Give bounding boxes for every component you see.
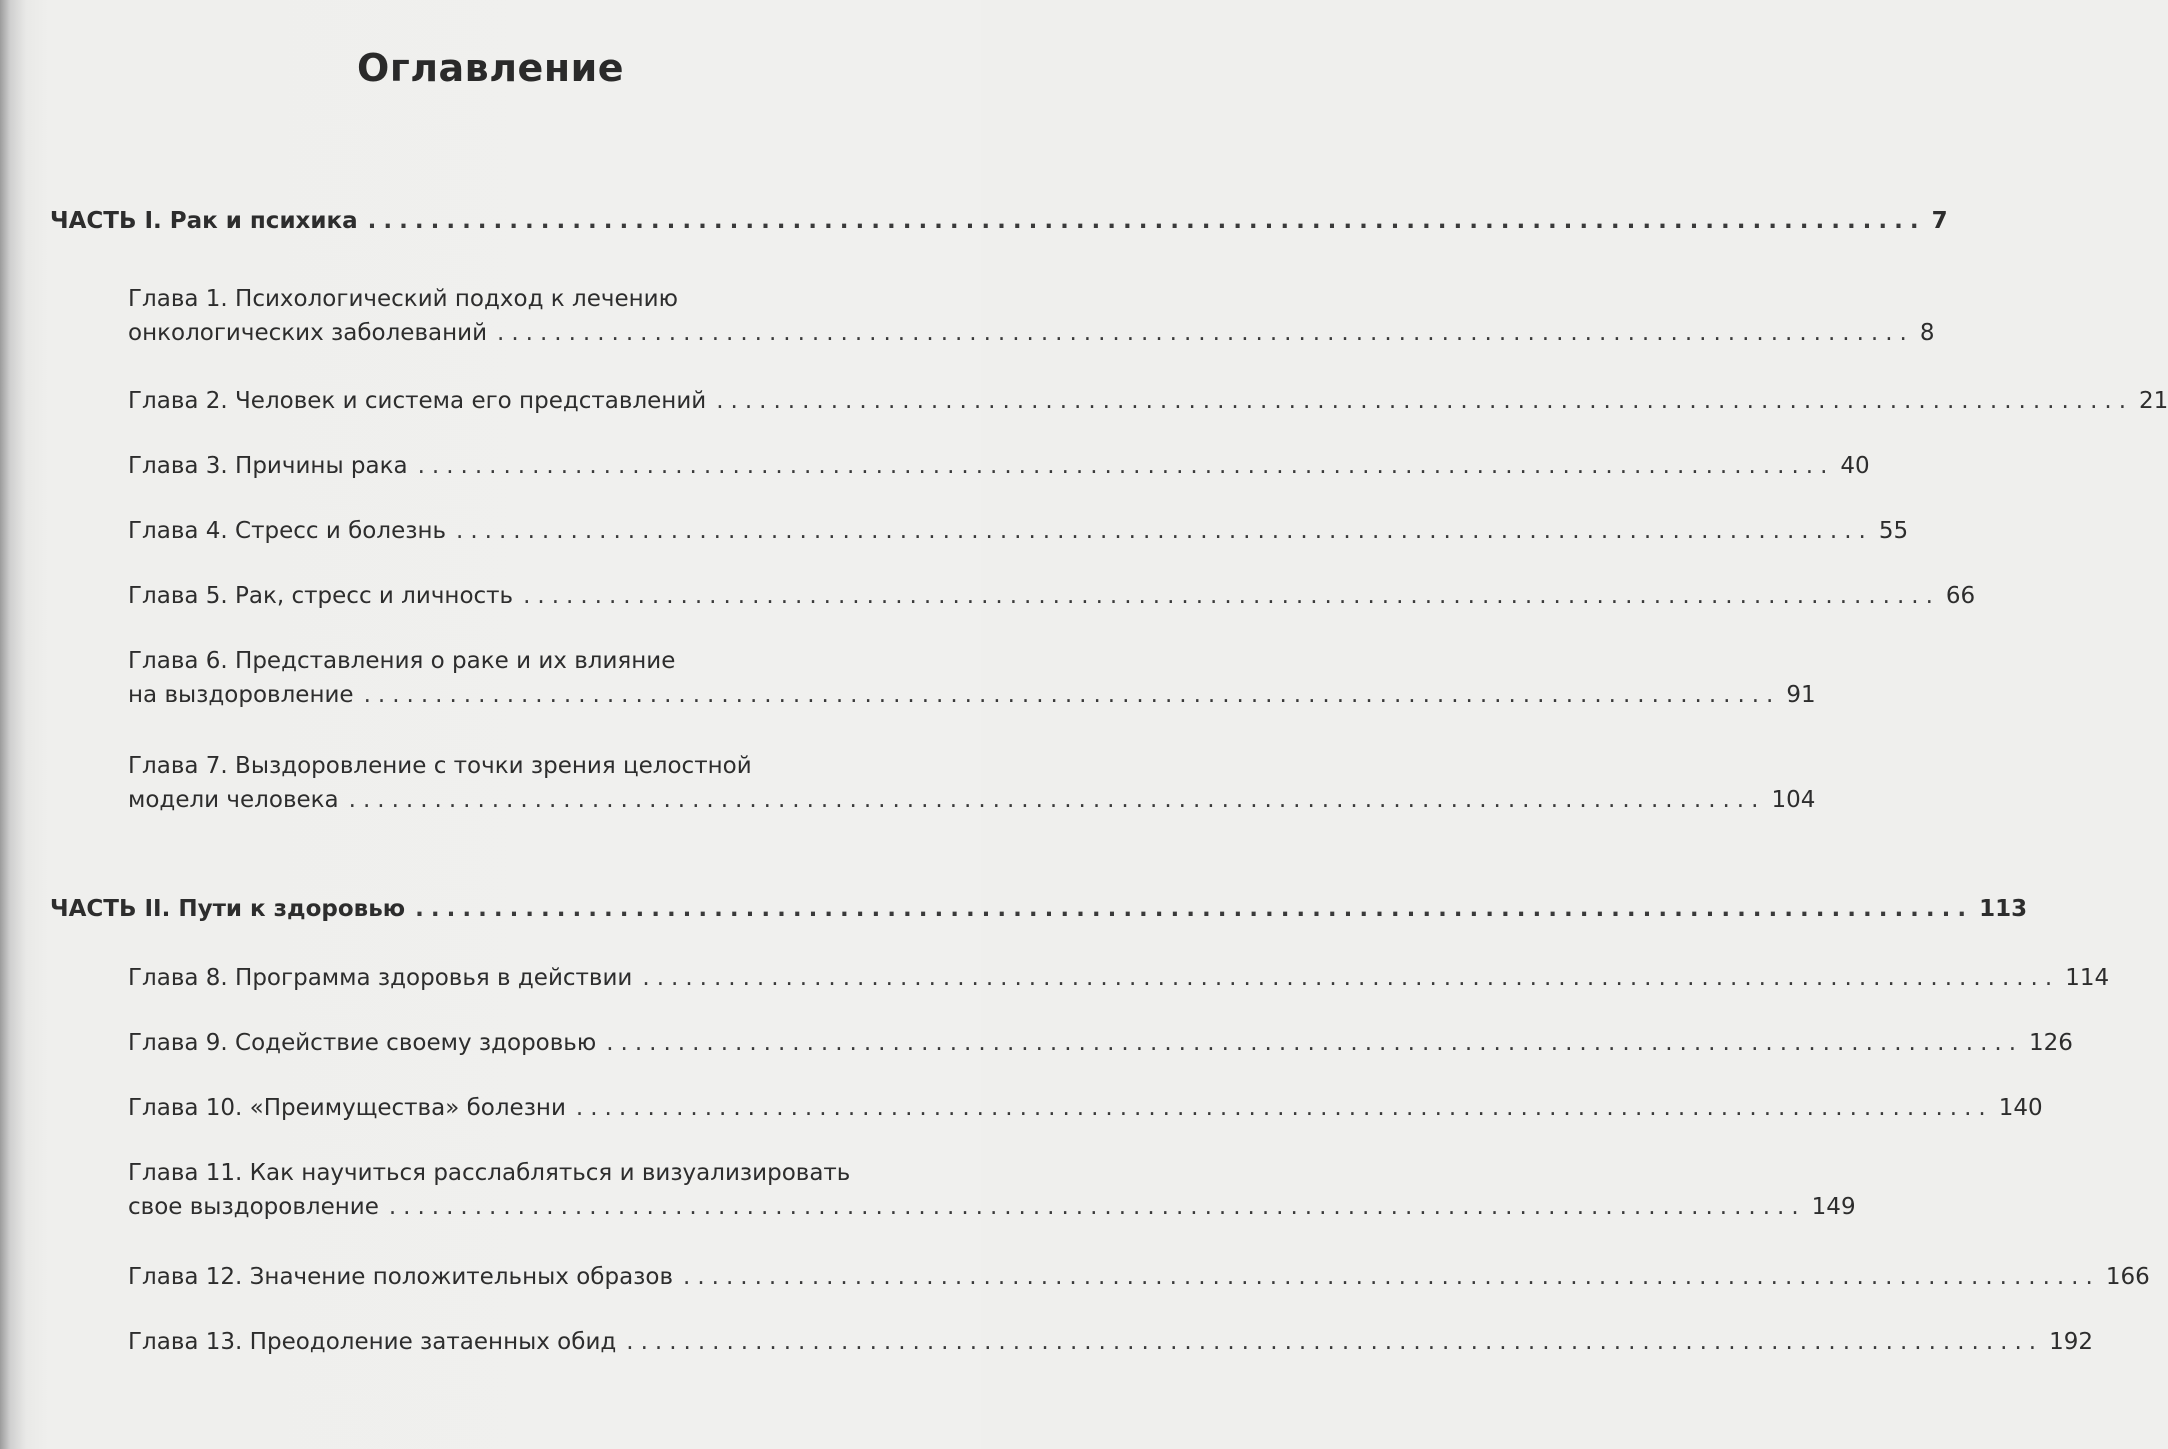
toc-chapter-5 xyxy=(0,579,1976,613)
leader-dots: ................................................................................................... xyxy=(363,682,1781,708)
toc-entry-title-line1: Глава 11. Как научиться расслабляться и визуализировать xyxy=(128,1160,851,1186)
toc-entry-title-line1: Глава 1. Психологический подход к лечению xyxy=(128,286,678,312)
leader-dots: ................................................................................................... xyxy=(626,1329,2044,1355)
leader-dots: ................................................................................................... xyxy=(606,1030,2024,1056)
toc-page-number: 149 xyxy=(1811,1194,1856,1220)
toc-entry-title: Глава 10. «Преимущества» болезни xyxy=(128,1095,566,1121)
toc-page-number: 40 xyxy=(1840,453,1870,479)
leader-dots: ................................................................................................... xyxy=(683,1264,2100,1290)
page-title: Оглавление xyxy=(357,46,624,90)
toc-chapter-1 xyxy=(0,282,1935,350)
leader-dots: ................................................................................................... xyxy=(348,787,1766,813)
toc-entry-title: ЧАСТЬ I. Рак и психика xyxy=(50,208,358,234)
toc-entry-title: на выздоровление xyxy=(128,682,354,708)
toc-entry-title: модели человека xyxy=(128,787,339,813)
toc-page-number: 104 xyxy=(1771,787,1816,813)
toc-entry-title: онкологических заболеваний xyxy=(128,320,488,346)
toc-chapter-10 xyxy=(0,1091,2043,1125)
toc-page-number: 91 xyxy=(1786,682,1816,708)
toc-entry-title: Глава 3. Причины рака xyxy=(128,453,408,479)
leader-dots: ................................................................................................... xyxy=(716,388,2134,414)
leader-dots: ................................................................................................... xyxy=(575,1095,1993,1121)
leader-dots: ................................................................................................... xyxy=(642,965,2060,991)
toc-chapter-7 xyxy=(0,749,1816,817)
toc-chapter-13 xyxy=(0,1325,2093,1359)
toc-page-number: 140 xyxy=(1998,1095,2043,1121)
leader-dots: ................................................................................................... xyxy=(523,583,1940,609)
toc-chapter-12 xyxy=(0,1260,2150,1294)
toc-page-number: 166 xyxy=(2105,1264,2150,1290)
toc-chapter-11 xyxy=(0,1156,1856,1224)
toc-entry-title: ЧАСТЬ II. Пути к здоровью xyxy=(50,896,406,922)
toc-chapter-8 xyxy=(0,961,2110,995)
toc-page-number: 7 xyxy=(1931,208,1948,234)
toc-chapter-3 xyxy=(0,449,1870,483)
toc-chapter-9 xyxy=(0,1026,2073,1060)
leader-dots: ................................................................................................... xyxy=(388,1194,1806,1220)
toc-entry-title-line1: Глава 7. Выздоровление с точки зрения целостной xyxy=(128,753,752,779)
leader-dots: ................................................................................................... xyxy=(415,896,1974,922)
toc-page-number: 8 xyxy=(1919,320,1935,346)
toc-entry-title-line1: Глава 6. Представления о раке и их влияние xyxy=(128,648,676,674)
toc-chapter-2 xyxy=(0,384,2168,418)
toc-entry-title: Глава 4. Стресс и болезнь xyxy=(128,518,447,544)
leader-dots: ................................................................................................... xyxy=(456,518,1873,544)
toc-entry-title: Глава 9. Содействие своему здоровью xyxy=(128,1030,597,1056)
toc-entry-title: свое выздоровление xyxy=(128,1194,379,1220)
toc-part-2 xyxy=(0,892,2028,926)
toc-page-number: 113 xyxy=(1979,896,2028,922)
toc-page-number: 66 xyxy=(1945,583,1976,609)
toc-entry-title: Глава 12. Значение положительных образов xyxy=(128,1264,674,1290)
toc-page-number: 114 xyxy=(2065,965,2110,991)
toc-part-1 xyxy=(0,204,1948,238)
toc-entry-title: Глава 2. Человек и система его представлений xyxy=(128,388,707,414)
toc-chapter-4 xyxy=(0,514,1909,548)
toc-entry-title: Глава 5. Рак, стресс и личность xyxy=(128,583,514,609)
leader-dots: ................................................................................................... xyxy=(497,320,1914,346)
toc-entry-title: Глава 13. Преодоление затаенных обид xyxy=(128,1329,617,1355)
toc-page-number: 192 xyxy=(2049,1329,2093,1355)
toc-page-number: 55 xyxy=(1878,518,1909,544)
leader-dots: ................................................................................................... xyxy=(367,208,1926,234)
toc-entry-title: Глава 8. Программа здоровья в действии xyxy=(128,965,633,991)
toc-chapter-6 xyxy=(0,644,1816,712)
leader-dots: ................................................................................................... xyxy=(417,453,1835,479)
toc-page-number: 126 xyxy=(2029,1030,2073,1056)
toc-page-number: 21 xyxy=(2139,388,2168,414)
